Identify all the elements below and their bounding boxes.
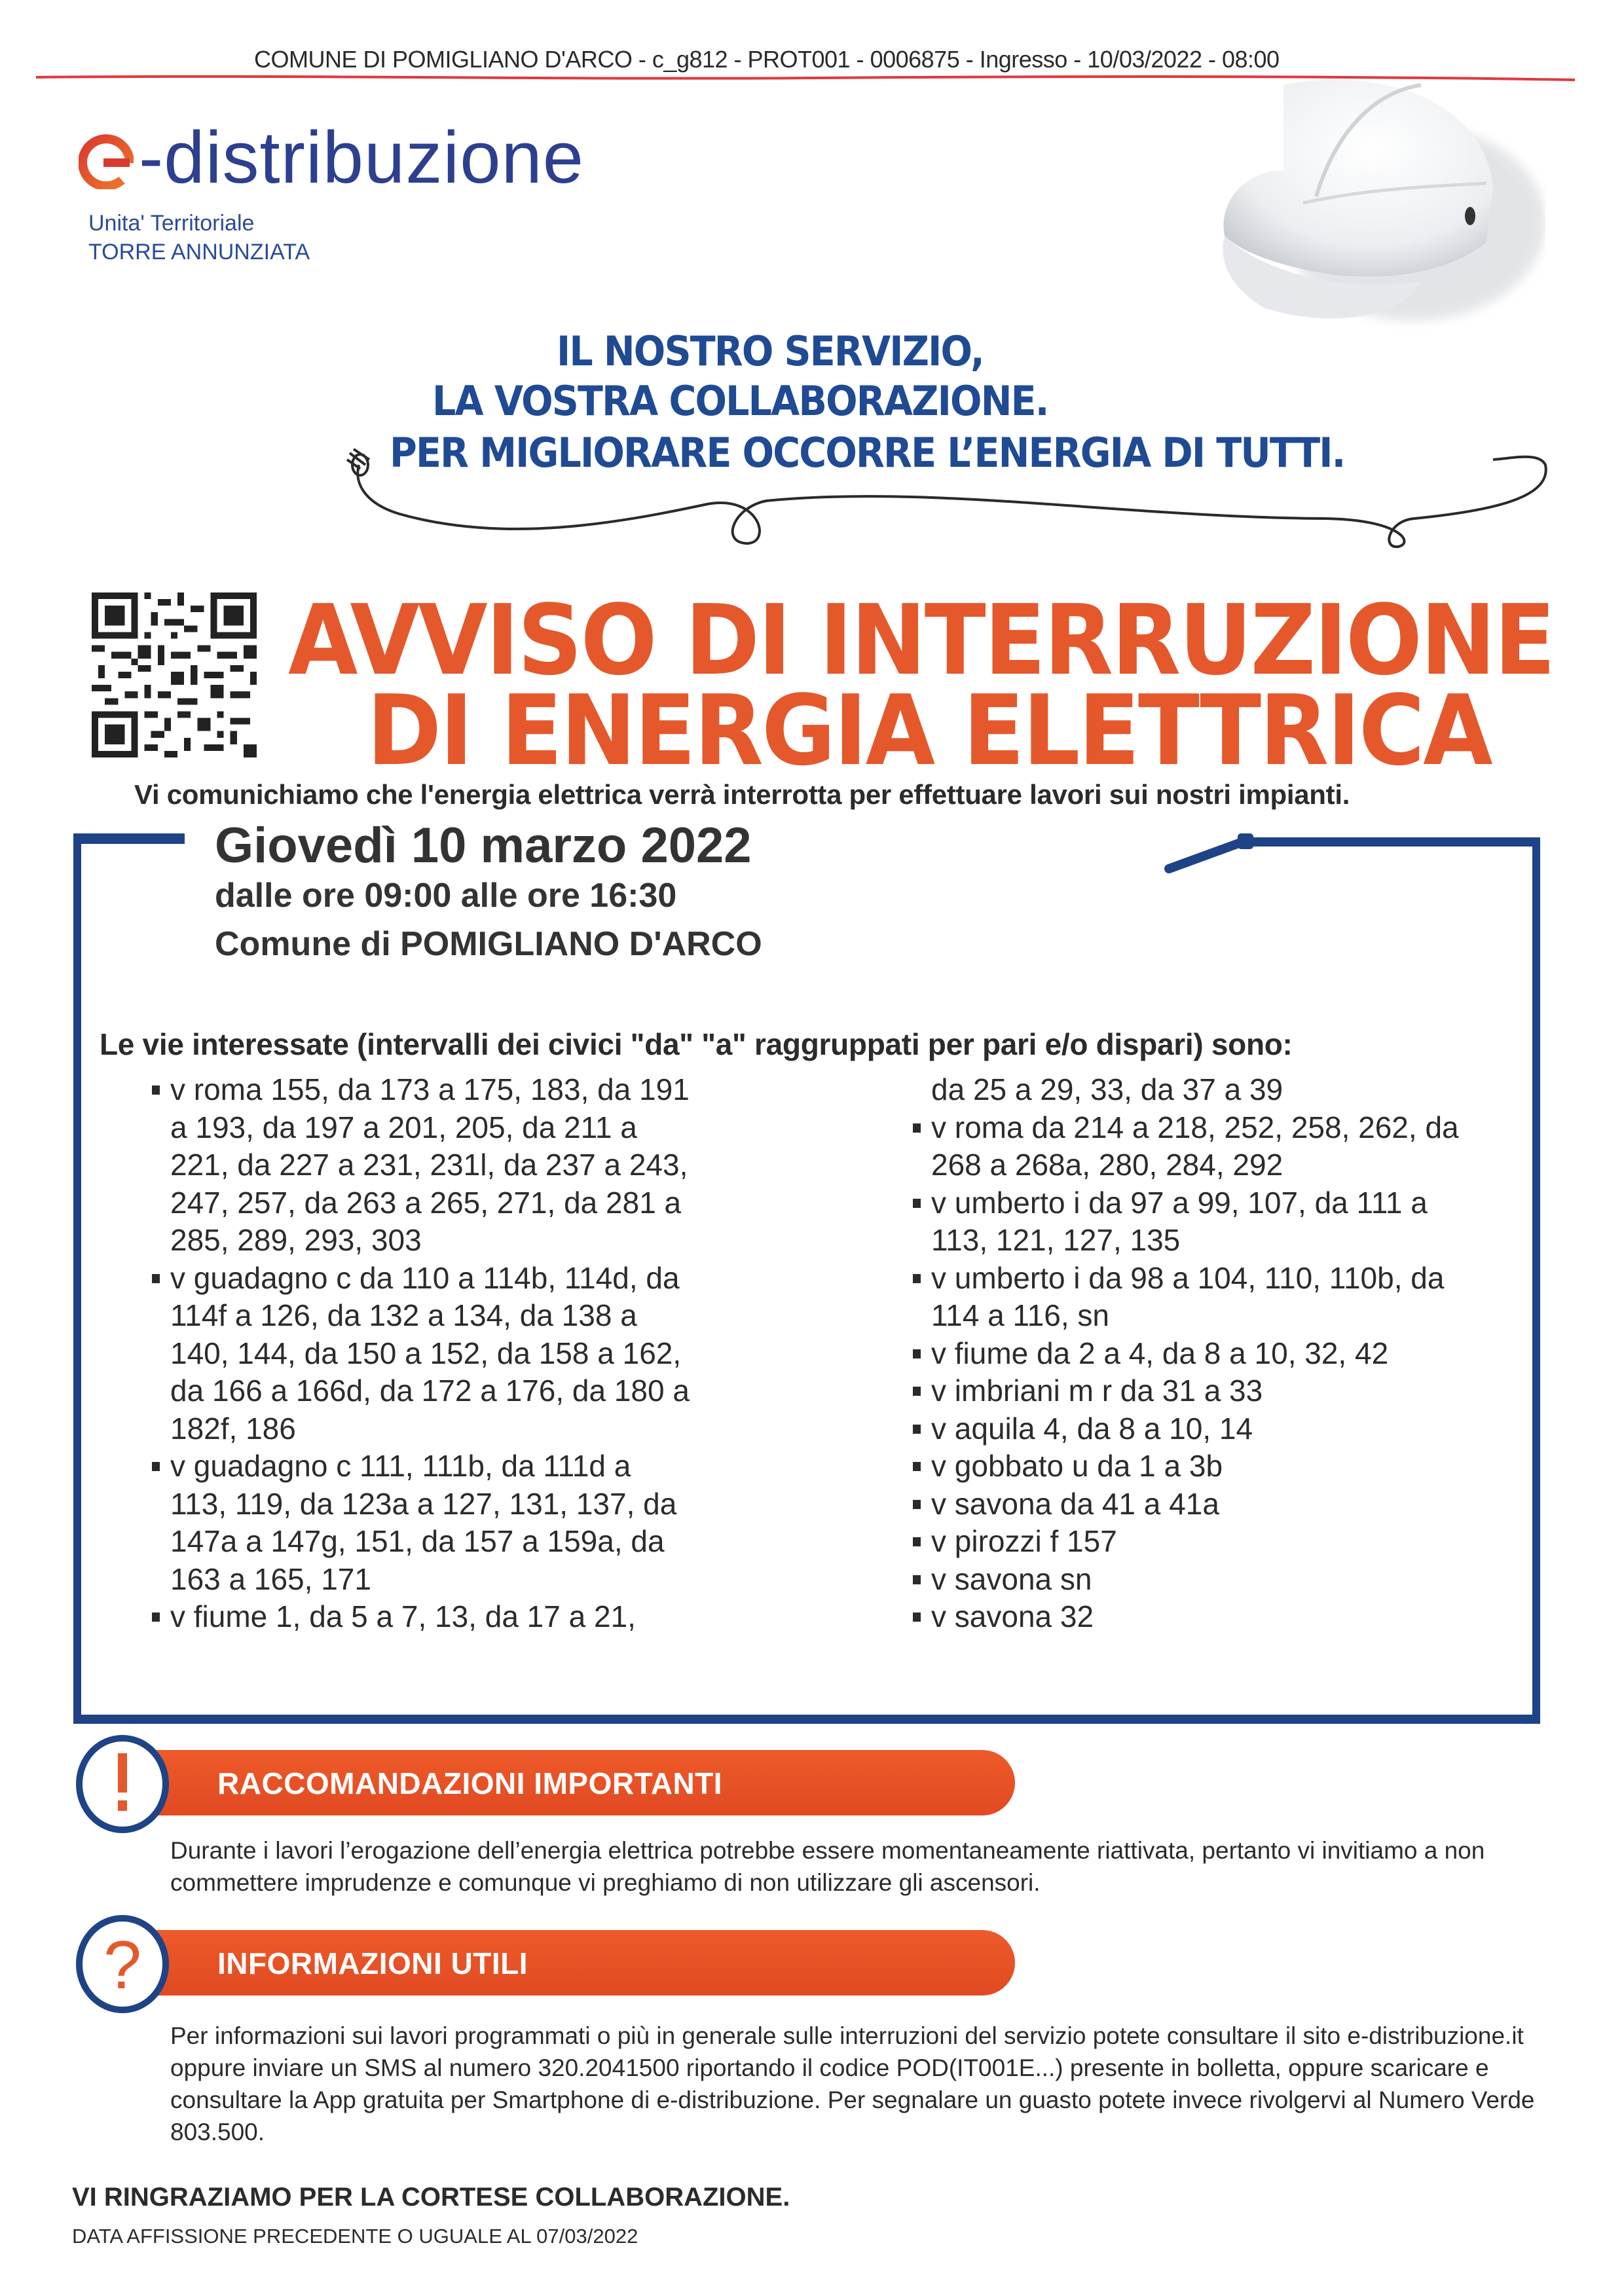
street-item: v fiume 1, da 5 a 7, 13, da 17 a 21, xyxy=(152,1598,781,1636)
street-item: v umberto i da 97 a 99, 107, da 111 a xyxy=(913,1184,1541,1222)
street-item: v roma da 214 a 218, 252, 258, 262, da xyxy=(913,1109,1541,1147)
street-item-continued: 114 a 116, sn xyxy=(931,1298,1109,1332)
streets-list-right xyxy=(913,1071,1541,1636)
unit-label: Unita' Territoriale xyxy=(88,211,255,236)
helmet-icon xyxy=(1205,72,1545,334)
protocol-stamp: COMUNE DI POMIGLIANO D'ARCO - c_g812 - PROT001 - 0006875 - Ingresso - 10/03/2022 - 08:00 xyxy=(254,46,1280,73)
street-item-continued: 147a a 147g, 151, da 157 a 159a, da xyxy=(170,1524,665,1558)
thanks-note: VI RINGRAZIAMO PER LA CORTESE COLLABORAZIONE. xyxy=(72,2183,790,2212)
exclamation-icon xyxy=(73,1735,172,1833)
street-item-continued: 113, 121, 127, 135 xyxy=(931,1223,1181,1257)
street-item-continued: 113, 119, da 123a a 127, 131, 137, da xyxy=(170,1486,677,1521)
e-distribuzione-logo xyxy=(79,117,585,198)
street-item: v umberto i da 98 a 104, 110, 110b, da xyxy=(913,1260,1541,1298)
outage-date: Giovedì 10 marzo 2022 xyxy=(215,818,752,873)
info-title: INFORMAZIONI UTILI xyxy=(217,1946,528,1980)
street-item-continued: 114f a 126, da 132 a 134, da 138 a xyxy=(170,1298,637,1332)
info-body: Per informazioni sui lavori programmati o più in generale sulle interruzioni del servizio potete consultare il sito e-distribuzione.it oppure inviare un SMS al numero 320.2041500 riportando il codice POD(IT001E...) presente in bolletta, oppure scaricare e consultare la App gratuita per Smartphone di e-distribuzione. Per segnalare un guasto potete invece rivolgervi al Numero Verde 803.500. xyxy=(170,2022,1535,2145)
street-item: v guadagno c da 110 a 114b, 114d, da xyxy=(152,1260,781,1298)
street-item: v fiume da 2 a 4, da 8 a 10, 32, 42 xyxy=(913,1335,1541,1373)
street-item-continued: 163 a 165, 171 xyxy=(170,1561,371,1596)
notice-title-line-2: DI ENERGIA ELETTRICA xyxy=(367,674,1491,787)
street-item: v aquila 4, da 8 a 10, 14 xyxy=(913,1410,1541,1448)
streets-list-left xyxy=(152,1071,781,1636)
street-item: v gobbato u da 1 a 3b xyxy=(913,1448,1541,1485)
logo-e-icon xyxy=(79,134,134,189)
street-item-continued: 221, da 227 a 231, 231l, da 237 a 243, xyxy=(170,1148,688,1182)
slogan-line-1: IL NOSTRO SERVIZIO, xyxy=(557,327,984,375)
streets-heading: Le vie interessate (intervalli dei civici "da" "a" raggruppati per pari e/o dispari) sono: xyxy=(100,1027,1293,1061)
street-item-continued: da 166 a 166d, da 172 a 176, da 180 a xyxy=(170,1374,690,1408)
street-item: v guadagno c 111, 111b, da 111d a xyxy=(152,1448,781,1485)
street-item: v savona da 41 a 41a xyxy=(913,1485,1541,1523)
street-item-continued: 247, 257, da 263 a 265, 271, da 281 a xyxy=(170,1185,682,1220)
unit-name: TORRE ANNUNZIATA xyxy=(88,240,310,264)
slogan-line-2: LA VOSTRA COLLABORAZIONE. xyxy=(432,377,1048,425)
street-item-continued: 285, 289, 293, 303 xyxy=(170,1223,422,1257)
street-item-continued: 268 a 268a, 280, 284, 292 xyxy=(931,1148,1283,1182)
question-icon xyxy=(73,1915,172,2013)
outage-hours: dalle ore 09:00 alle ore 16:30 xyxy=(215,877,677,915)
notice-intro: Vi comunichiamo che l'energia elettrica verrà interrotta per effettuare lavori sui nostri impianti. xyxy=(134,779,1350,810)
slogan-line-3: PER MIGLIORARE OCCORRE L’ENERGIA DI TUTTI. xyxy=(390,429,1345,477)
street-item-continued: da 25 a 29, 33, da 37 a 39 xyxy=(931,1072,1283,1106)
recommendations-body: Durante i lavori l’erogazione dell’energia elettrica potrebbe essere momentaneamente riattivata, pertanto vi invitiamo a non commettere imprudenze e comunque vi preghiamo di non utilizzare gli ascensori. xyxy=(170,1837,1485,1896)
street-item: v savona 32 xyxy=(913,1598,1541,1636)
power-cable-decoration xyxy=(341,445,1565,563)
affixion-date-note: DATA AFFISSIONE PRECEDENTE O UGUALE AL 07/03/2022 xyxy=(72,2225,638,2248)
street-item: v pirozzi f 157 xyxy=(913,1523,1541,1561)
outage-municipality: Comune di POMIGLIANO D'ARCO xyxy=(215,925,762,963)
recommendations-title: RACCOMANDAZIONI IMPORTANTI xyxy=(217,1766,723,1800)
logo-wordmark: -distribuzione xyxy=(139,117,585,198)
street-item: v roma 155, da 173 a 175, 183, da 191 xyxy=(152,1071,781,1109)
street-item: v savona sn xyxy=(913,1561,1541,1599)
svg-text:?: ? xyxy=(103,1927,141,2003)
qr-code[interactable] xyxy=(92,592,257,757)
street-item-continued: 182f, 186 xyxy=(170,1411,296,1446)
street-item-continued: 140, 144, da 150 a 152, da 158 a 162, xyxy=(170,1336,682,1370)
notice-title-line-1: AVVISO DI INTERRUZIONE xyxy=(288,584,1554,697)
street-item: v imbriani m r da 31 a 33 xyxy=(913,1372,1541,1410)
street-item-continued: a 193, da 197 a 201, 205, da 211 a xyxy=(170,1110,637,1144)
